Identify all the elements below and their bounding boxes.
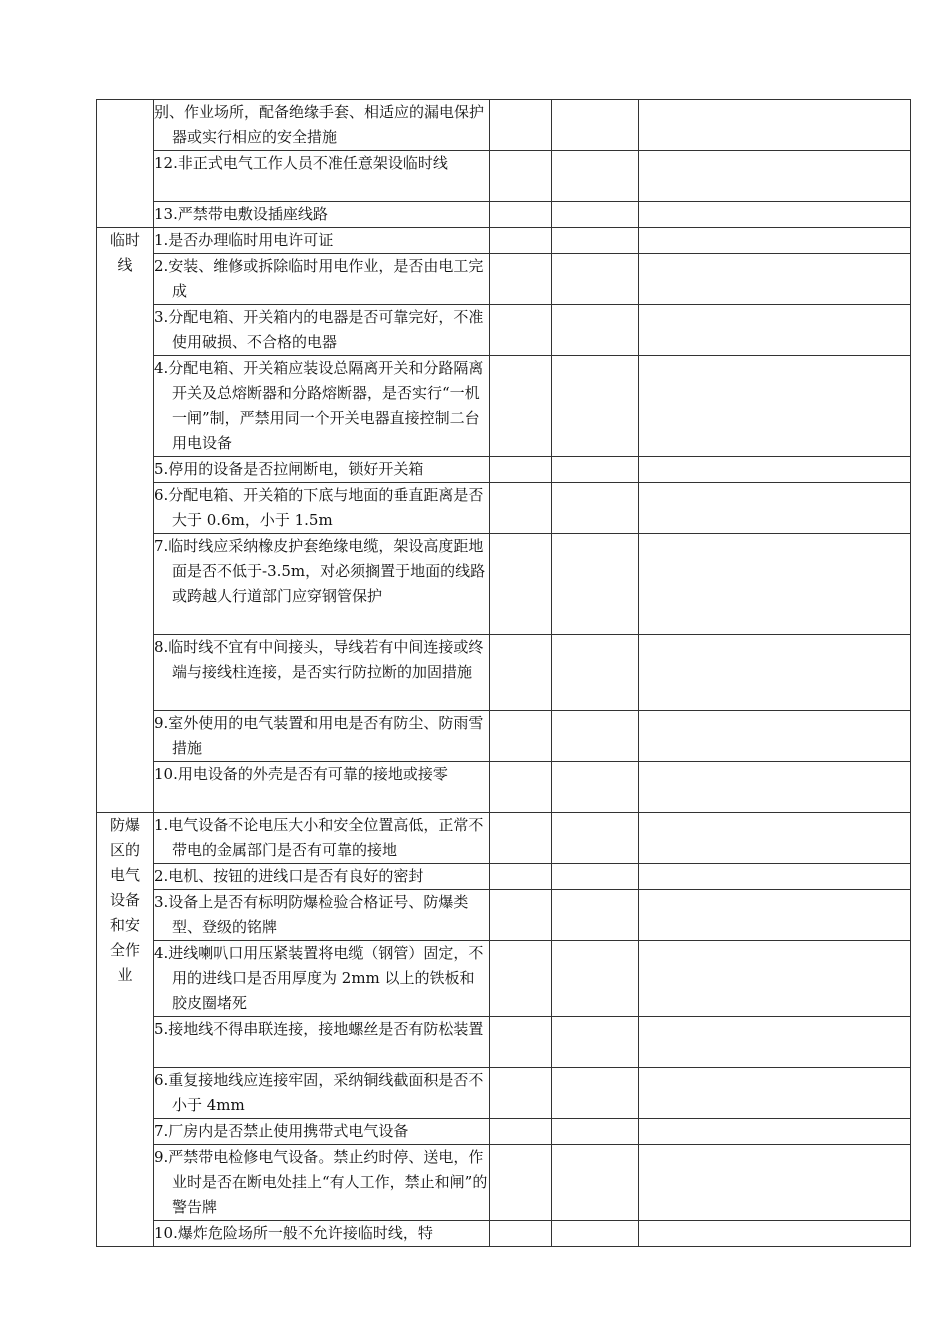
check-item xyxy=(154,890,490,941)
check-item-text: 5.停用的设备是否拉闸断电，锁好开关箱 xyxy=(154,460,424,478)
check-item-text: 别、作业场所，配备绝缘手套、相适应的漏电保护器或实行相应的安全措施 xyxy=(154,103,485,146)
remarks-cell[interactable] xyxy=(639,151,911,202)
score-cell[interactable] xyxy=(552,100,639,151)
remarks-cell[interactable] xyxy=(639,228,911,254)
check-item-text: 1.电气设备不论电压大小和安全位置高低，正常不带电的金属部门是否有可靠的接地 xyxy=(154,816,484,859)
result-cell[interactable] xyxy=(490,1068,552,1119)
score-cell[interactable] xyxy=(552,711,639,762)
score-cell[interactable] xyxy=(552,813,639,864)
result-cell[interactable] xyxy=(490,1221,552,1247)
score-cell[interactable] xyxy=(552,483,639,534)
category-label: 临时线 xyxy=(109,231,140,274)
score-cell[interactable] xyxy=(552,202,639,228)
score-cell[interactable] xyxy=(552,1017,639,1068)
table-row xyxy=(97,1145,911,1221)
check-item xyxy=(154,1017,490,1068)
table-row xyxy=(97,254,911,305)
table-row xyxy=(97,1017,911,1068)
check-item-text: 10.爆炸危险场所一般不允许接临时线，特 xyxy=(154,1224,433,1242)
result-cell[interactable] xyxy=(490,1017,552,1068)
check-item xyxy=(154,202,490,228)
check-item-text: 4.进线喇叭口用压紧装置将电缆（钢管）固定，不用的进线口是否用厚度为 2mm 以上的铁板和胶皮圈堵死 xyxy=(154,944,484,1012)
check-item xyxy=(154,1119,490,1145)
check-item xyxy=(154,100,490,151)
result-cell[interactable] xyxy=(490,1145,552,1221)
check-item xyxy=(154,151,490,202)
remarks-cell[interactable] xyxy=(639,711,911,762)
check-item-text: 7.临时线应采纳橡皮护套绝缘电缆，架设高度距地面是否不低于-3.5m，对必须搁置于地面的线路或跨越人行道部门应穿钢管保护 xyxy=(154,537,486,605)
check-item xyxy=(154,356,490,457)
check-item-text: 2.安装、维修或拆除临时用电作业，是否由电工完成 xyxy=(154,257,484,300)
score-cell[interactable] xyxy=(552,1221,639,1247)
remarks-cell[interactable] xyxy=(639,813,911,864)
table-row xyxy=(97,100,911,151)
check-item-text: 1.是否办理临时用电许可证 xyxy=(154,231,334,249)
result-cell[interactable] xyxy=(490,228,552,254)
check-item xyxy=(154,534,490,635)
check-item-text: 2.电机、按钮的进线口是否有良好的密封 xyxy=(154,867,424,885)
table-row xyxy=(97,1119,911,1145)
remarks-cell[interactable] xyxy=(639,254,911,305)
score-cell[interactable] xyxy=(552,1119,639,1145)
category-cell xyxy=(97,228,154,813)
check-item-text: 7.厂房内是否禁止使用携带式电气设备 xyxy=(154,1122,409,1140)
check-item-text: 3.分配电箱、开关箱内的电器是否可靠完好，不准使用破损、不合格的电器 xyxy=(154,308,484,351)
table-row xyxy=(97,890,911,941)
check-item xyxy=(154,228,490,254)
result-cell[interactable] xyxy=(490,534,552,635)
check-item-text: 3.设备上是否有标明防爆检验合格证号、防爆类型、登级的铭牌 xyxy=(154,893,469,936)
remarks-cell[interactable] xyxy=(639,1119,911,1145)
score-cell[interactable] xyxy=(552,1145,639,1221)
check-item-text: 13.严禁带电敷设插座线路 xyxy=(154,205,328,223)
result-cell[interactable] xyxy=(490,762,552,813)
score-cell[interactable] xyxy=(552,305,639,356)
score-cell[interactable] xyxy=(552,635,639,711)
check-item xyxy=(154,483,490,534)
check-item xyxy=(154,1221,490,1247)
remarks-cell[interactable] xyxy=(639,202,911,228)
remarks-cell[interactable] xyxy=(639,762,911,813)
result-cell[interactable] xyxy=(490,483,552,534)
check-item-text: 4.分配电箱、开关箱应装设总隔离开关和分路隔离开关及总熔断器和分路熔断器，是否实行“一机一闸”制，严禁用同一个开关电器直接控制二台用电设备 xyxy=(154,359,484,452)
table-row xyxy=(97,151,911,202)
score-cell[interactable] xyxy=(552,457,639,483)
score-cell[interactable] xyxy=(552,151,639,202)
result-cell[interactable] xyxy=(490,635,552,711)
check-item xyxy=(154,1145,490,1221)
remarks-cell[interactable] xyxy=(639,356,911,457)
check-item-text: 5.接地线不得串联连接，接地螺丝是否有防松装置 xyxy=(154,1020,484,1038)
remarks-cell[interactable] xyxy=(639,534,911,635)
score-cell[interactable] xyxy=(552,228,639,254)
remarks-cell[interactable] xyxy=(639,1068,911,1119)
table-row xyxy=(97,864,911,890)
table-row xyxy=(97,813,911,864)
result-cell[interactable] xyxy=(490,356,552,457)
category-cell xyxy=(97,813,154,1247)
check-item xyxy=(154,457,490,483)
result-cell[interactable] xyxy=(490,864,552,890)
category-label: 防爆区的电气设备和安全作业 xyxy=(109,816,140,984)
remarks-cell[interactable] xyxy=(639,890,911,941)
checklist-table xyxy=(96,99,911,1247)
result-cell[interactable] xyxy=(490,100,552,151)
table-row xyxy=(97,534,911,635)
result-cell[interactable] xyxy=(490,305,552,356)
check-item-text: 12.非正式电气工作人员不准任意架设临时线 xyxy=(154,154,448,172)
score-cell[interactable] xyxy=(552,941,639,1017)
check-item xyxy=(154,813,490,864)
remarks-cell[interactable] xyxy=(639,457,911,483)
score-cell[interactable] xyxy=(552,254,639,305)
check-item xyxy=(154,305,490,356)
check-item xyxy=(154,941,490,1017)
remarks-cell[interactable] xyxy=(639,1221,911,1247)
score-cell[interactable] xyxy=(552,534,639,635)
result-cell[interactable] xyxy=(490,202,552,228)
category-cell xyxy=(97,100,154,228)
check-item xyxy=(154,254,490,305)
remarks-cell[interactable] xyxy=(639,864,911,890)
result-cell[interactable] xyxy=(490,254,552,305)
result-cell[interactable] xyxy=(490,941,552,1017)
result-cell[interactable] xyxy=(490,1119,552,1145)
remarks-cell[interactable] xyxy=(639,483,911,534)
table-row xyxy=(97,202,911,228)
check-item-text: 6.分配电箱、开关箱的下底与地面的垂直距离是否大于 0.6m，小于 1.5m xyxy=(154,486,484,529)
table-row xyxy=(97,305,911,356)
score-cell[interactable] xyxy=(552,1068,639,1119)
table-row xyxy=(97,762,911,813)
remarks-cell[interactable] xyxy=(639,635,911,711)
score-cell[interactable] xyxy=(552,864,639,890)
result-cell[interactable] xyxy=(490,711,552,762)
result-cell[interactable] xyxy=(490,151,552,202)
table-row xyxy=(97,1068,911,1119)
check-item xyxy=(154,635,490,711)
score-cell[interactable] xyxy=(552,356,639,457)
table-row xyxy=(97,356,911,457)
check-item-text: 8.临时线不宜有中间接头，导线若有中间连接或终端与接线柱连接，是否实行防拉断的加固措施 xyxy=(154,638,484,681)
check-item-text: 9.严禁带电检修电气设备。禁止约时停、送电，作业时是否在断电处挂上“有人工作，禁止和闸”的警告牌 xyxy=(154,1148,488,1216)
remarks-cell[interactable] xyxy=(639,305,911,356)
table-row xyxy=(97,1221,911,1247)
check-item xyxy=(154,711,490,762)
check-item-text: 9.室外使用的电气装置和用电是否有防尘、防雨雪措施 xyxy=(154,714,484,757)
table-row xyxy=(97,711,911,762)
score-cell[interactable] xyxy=(552,890,639,941)
inspection-checklist xyxy=(96,99,911,1247)
check-item-text: 6.重复接地线应连接牢固，采纳铜线截面积是否不小于 4mm xyxy=(154,1071,484,1114)
table-row xyxy=(97,941,911,1017)
result-cell[interactable] xyxy=(490,457,552,483)
table-row xyxy=(97,457,911,483)
table-row xyxy=(97,483,911,534)
table-row xyxy=(97,228,911,254)
table-row xyxy=(97,635,911,711)
remarks-cell[interactable] xyxy=(639,100,911,151)
check-item-text: 10.用电设备的外壳是否有可靠的接地或接零 xyxy=(154,765,448,783)
check-item xyxy=(154,1068,490,1119)
check-item xyxy=(154,762,490,813)
remarks-cell[interactable] xyxy=(639,1145,911,1221)
remarks-cell[interactable] xyxy=(639,1017,911,1068)
result-cell[interactable] xyxy=(490,813,552,864)
result-cell[interactable] xyxy=(490,890,552,941)
check-item xyxy=(154,864,490,890)
score-cell[interactable] xyxy=(552,762,639,813)
remarks-cell[interactable] xyxy=(639,941,911,1017)
